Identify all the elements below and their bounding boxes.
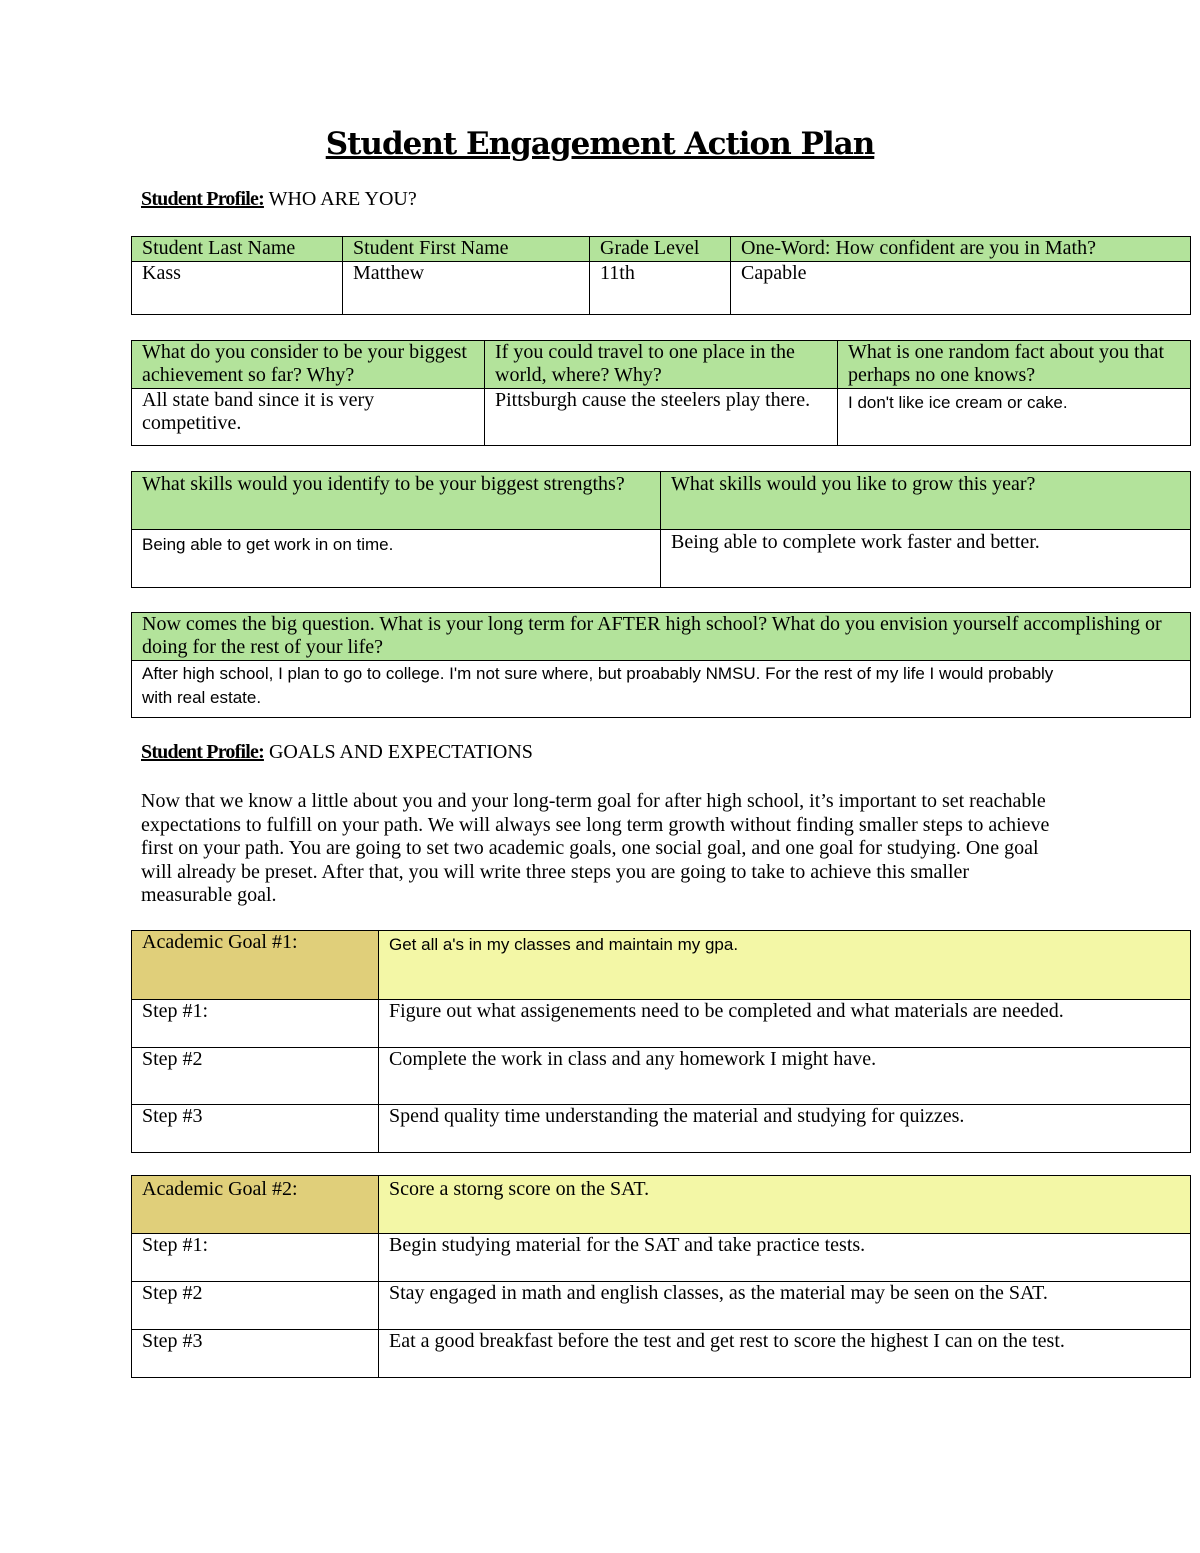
math-confidence-value: Capable: [731, 262, 1191, 315]
answer-strengths: Being able to get work in on time.: [132, 530, 661, 588]
answer-travel: Pittsburgh cause the steelers play there.: [485, 389, 838, 446]
question-grow-skills: What skills would you like to grow this year?: [661, 472, 1191, 530]
question-achievement: What do you consider to be your biggest achievement so far? Why?: [132, 341, 485, 389]
goal2-step1-label: Step #1:: [132, 1234, 379, 1282]
section-heading-who: [141, 188, 417, 211]
goal1-step2-label: Step #2: [132, 1048, 379, 1105]
goal2-step1-text: Begin studying material for the SAT and take practice tests.: [379, 1234, 1191, 1282]
basic-info-table: [131, 236, 1191, 315]
question-random-fact: What is one random fact about you that perhaps no one knows?: [838, 341, 1191, 389]
section-heading-goals: [141, 741, 533, 764]
answer-random-fact: I don't like ice cream or cake.: [838, 389, 1191, 446]
goal2-step2-label: Step #2: [132, 1282, 379, 1330]
long-term-table: [131, 612, 1191, 718]
last-name-value: Kass: [132, 262, 343, 315]
skills-table: [131, 471, 1191, 588]
section-heading-text: WHO ARE YOU?: [263, 188, 417, 210]
question-strengths: What skills would you identify to be your biggest strengths?: [132, 472, 661, 530]
answer-long-term: [132, 661, 1191, 718]
goal1-label: Academic Goal #1:: [132, 931, 379, 1000]
goal2-step3-text: Eat a good breakfast before the test and get rest to score the highest I can on the test.: [379, 1330, 1191, 1378]
goal1-step3-label: Step #3: [132, 1105, 379, 1153]
goal1-step1-text: Figure out what assigenements need to be completed and what materials are needed.: [379, 1000, 1191, 1048]
answer-long-term-line2: with real estate.: [142, 688, 262, 707]
goal2-step3-label: Step #3: [132, 1330, 379, 1378]
goal2-step2-text: Stay engaged in math and english classes, as the material may be seen on the SAT.: [379, 1282, 1191, 1330]
question-travel: If you could travel to one place in the world, where? Why?: [485, 341, 838, 389]
header-last-name: Student Last Name: [132, 237, 343, 262]
section-heading-text: GOALS AND EXPECTATIONS: [263, 741, 533, 763]
goal1-step1-label: Step #1:: [132, 1000, 379, 1048]
goal1-text: Get all a's in my classes and maintain my gpa.: [379, 931, 1191, 1000]
header-first-name: Student First Name: [343, 237, 590, 262]
page-title: Student Engagement Action Plan: [325, 126, 875, 162]
question-long-term: Now comes the big question. What is your long term for AFTER high school? What do you envision yourself accomplishing or doing for the rest of your life?: [132, 613, 1191, 661]
answer-achievement: All state band since it is very competitive.: [132, 389, 485, 446]
answer-grow-skills: Being able to complete work faster and better.: [661, 530, 1191, 588]
goal2-table: [131, 1175, 1191, 1378]
goal2-label: Academic Goal #2:: [132, 1176, 379, 1234]
header-math-confidence: One-Word: How confident are you in Math?: [731, 237, 1191, 262]
first-name-value: Matthew: [343, 262, 590, 315]
grade-level-value: 11th: [590, 262, 731, 315]
goal1-step2-text: Complete the work in class and any homework I might have.: [379, 1048, 1191, 1105]
section-label: Student Profile:: [141, 741, 264, 763]
intro-paragraph: Now that we know a little about you and your long-term goal for after high school, it’s important to set reachable expectations to fulfill on your path. We will always see long term growth without finding smaller steps to achieve first on your path. You are going to set two academic goals, one social goal, and one goal for studying. One goal will already be preset. After that, you will write three steps you are going to take to achieve this smaller measurable goal.: [141, 790, 1050, 907]
header-grade-level: Grade Level: [590, 237, 731, 262]
goal2-text: Score a storng score on the SAT.: [379, 1176, 1191, 1234]
goal1-step3-text: Spend quality time understanding the material and studying for quizzes.: [379, 1105, 1191, 1153]
section-label: Student Profile:: [141, 188, 264, 210]
questions-table: [131, 340, 1191, 446]
answer-long-term-line1: After high school, I plan to go to college. I'm not sure where, but proabably NMSU. For the rest of my life I would probably: [142, 664, 1054, 683]
goal1-table: [131, 930, 1191, 1153]
